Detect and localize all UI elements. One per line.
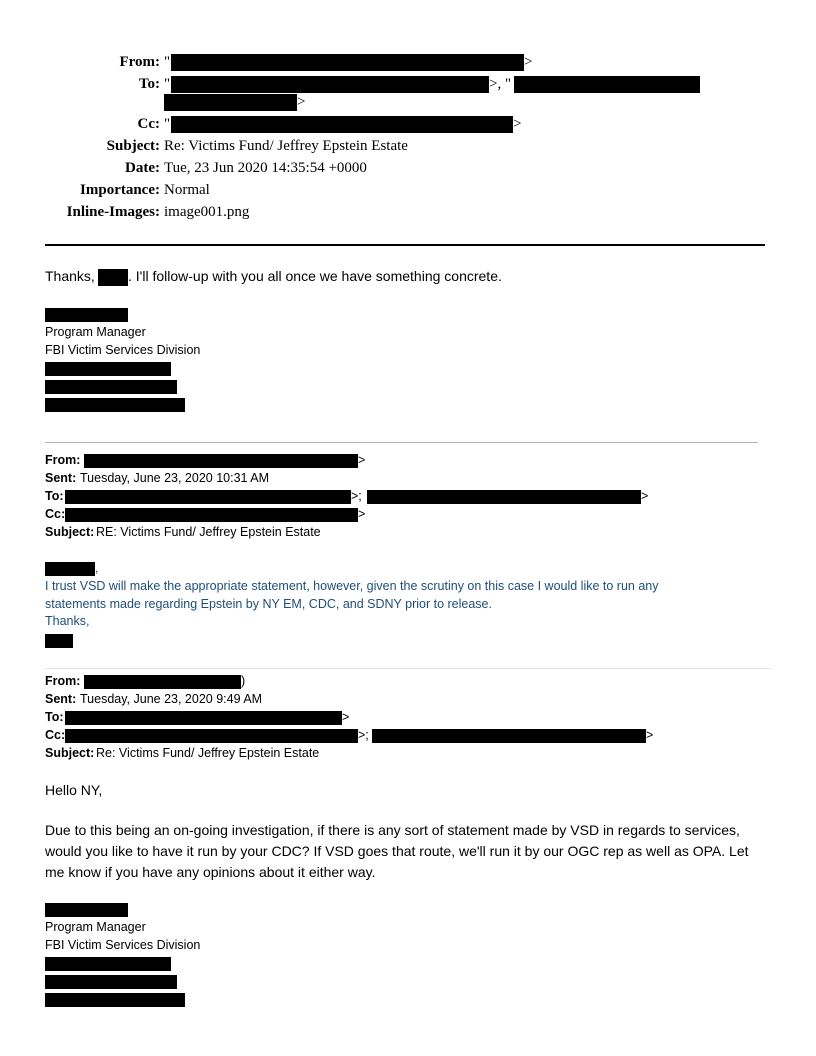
redaction-msg2-to-1 [65, 490, 351, 504]
message-separator-2 [45, 668, 771, 669]
msg2-from-close: > [358, 453, 366, 467]
msg2-to-close: > [641, 489, 649, 503]
from-label: From: [119, 54, 160, 70]
importance-label: Importance: [80, 182, 160, 198]
redaction-msg3-sig-line-2 [45, 975, 177, 989]
redaction-msg3-sig-name [45, 903, 128, 917]
msg2-sent-value: Tuesday, June 23, 2020 10:31 AM [80, 471, 270, 485]
msg2-closing: Thanks, [45, 614, 90, 628]
cc-close: > [513, 116, 522, 132]
cc-prefix: " [164, 116, 171, 132]
msg3-cc-close: > [646, 728, 654, 742]
sig-title: Program Manager [45, 325, 146, 339]
msg2-cc-close: > [358, 507, 366, 521]
redaction-sig-line-1 [45, 362, 171, 376]
msg3-sig-title: Program Manager [45, 920, 146, 934]
cc-label: Cc: [137, 116, 160, 132]
msg3-cc-sep: >; [358, 728, 369, 742]
msg2-greeting-comma: , [95, 561, 99, 575]
redaction-msg3-to [65, 711, 342, 725]
redaction-sig-name [45, 308, 128, 322]
msg3-to-close: > [342, 710, 350, 724]
date-label: Date: [125, 160, 160, 176]
redaction-msg2-cc [65, 508, 358, 522]
reply-thanks-prefix: Thanks, [45, 268, 95, 284]
to-label: To: [138, 76, 160, 92]
msg3-sent-value: Tuesday, June 23, 2020 9:49 AM [80, 692, 263, 706]
redaction-to-3 [164, 94, 297, 111]
redaction-from [171, 54, 524, 71]
redaction-msg2-greeting [45, 562, 95, 576]
msg3-body-line-1: Due to this being an on-going investigation, if there is any sort of statement made by VSD in regards to services, [45, 822, 740, 838]
redaction-msg3-from [84, 675, 241, 689]
msg3-cc-label: Cc: [45, 728, 66, 742]
redaction-msg2-signer [45, 634, 73, 648]
msg2-cc-label: Cc: [45, 507, 66, 521]
msg2-from-label: From: [45, 453, 81, 467]
reply-thanks-text: . I'll follow-up with you all once we have something concrete. [128, 268, 502, 284]
redaction-to-2 [514, 76, 700, 93]
from-close: > [524, 54, 533, 70]
sig-org: FBI Victim Services Division [45, 343, 201, 357]
to-close: > [297, 94, 306, 110]
msg3-sent-label: Sent: [45, 692, 77, 706]
redaction-msg3-sig-line-3 [45, 993, 185, 1007]
from-prefix: " [164, 54, 171, 70]
msg3-body-line-2: would you like to have it run by your CDC? If VSD goes that route, we'll run it by our OGC rep as well as OPA. Let [45, 843, 749, 859]
msg3-subject-value: Re: Victims Fund/ Jeffrey Epstein Estate [96, 746, 320, 760]
redaction-msg2-to-2 [367, 490, 641, 504]
subject-label: Subject: [106, 138, 160, 154]
redaction-msg2-from [84, 454, 358, 468]
msg3-from-label: From: [45, 674, 81, 688]
msg3-subject-label: Subject: [45, 746, 95, 760]
subject-value: Re: Victims Fund/ Jeffrey Epstein Estate [164, 138, 408, 154]
msg3-from-close: ) [241, 674, 246, 688]
msg2-body-line-2: statements made regarding Epstein by NY EM, CDC, and SDNY prior to release. [45, 597, 492, 611]
redaction-msg3-sig-line-1 [45, 957, 171, 971]
redaction-to-1 [171, 76, 489, 93]
msg3-greeting: Hello NY, [45, 782, 103, 798]
msg2-to-sep: >; [351, 489, 362, 503]
message-separator-1 [45, 442, 758, 443]
redaction-recipient-name [98, 269, 128, 286]
inline-images-label: Inline-Images: [66, 204, 160, 220]
msg3-body-line-3: me know if you have any opinions about it either way. [45, 864, 376, 880]
msg2-sent-label: Sent: [45, 471, 77, 485]
to-prefix: " [164, 76, 171, 92]
msg3-sig-org: FBI Victim Services Division [45, 938, 201, 952]
to-separator: >, " [489, 76, 512, 92]
msg3-to-label: To: [45, 710, 64, 724]
redaction-cc [171, 116, 513, 133]
redaction-sig-line-3 [45, 398, 185, 412]
msg2-subject-label: Subject: [45, 525, 95, 539]
inline-images-value: image001.png [164, 204, 250, 220]
redaction-sig-line-2 [45, 380, 177, 394]
msg2-to-label: To: [45, 489, 64, 503]
importance-value: Normal [164, 182, 210, 198]
date-value: Tue, 23 Jun 2020 14:35:54 +0000 [164, 160, 367, 176]
redaction-msg3-cc-2 [372, 729, 646, 743]
header-divider [45, 244, 765, 246]
msg2-subject-value: RE: Victims Fund/ Jeffrey Epstein Estate [96, 525, 321, 539]
redaction-msg3-cc-1 [65, 729, 358, 743]
msg2-body-line-1: I trust VSD will make the appropriate statement, however, given the scrutiny on this case I would like to run any [45, 579, 659, 593]
